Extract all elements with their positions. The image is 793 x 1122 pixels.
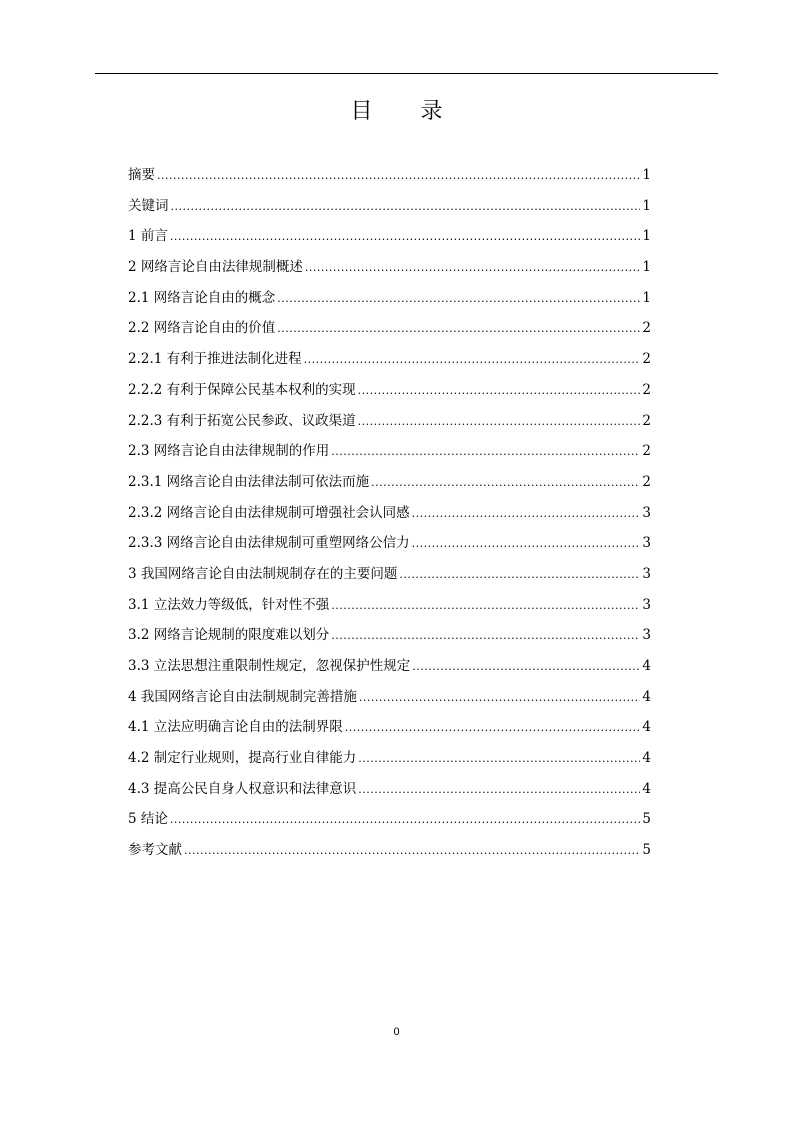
toc-entry[interactable]: [128, 743, 651, 774]
toc-entry-label: 3.2 网络言论规制的限度难以划分: [128, 627, 330, 644]
toc-entry-label: 2.2.2 有利于保障公民基本权利的实现: [128, 381, 356, 398]
toc-entry-label: 2.2.3 有利于拓宽公民参政、议政渠道: [128, 412, 356, 429]
toc-entry-label: 参考文献: [128, 842, 182, 859]
toc-entry-page: 3: [642, 627, 651, 644]
toc-leader-dots: [358, 407, 641, 438]
toc-leader-dots: [399, 560, 640, 591]
toc-leader-dots: [305, 253, 641, 284]
toc-leader-dots: [184, 836, 640, 867]
toc-entry-page: 1: [642, 289, 651, 306]
toc-entry[interactable]: [128, 620, 651, 651]
toc-entry-page: 1: [642, 228, 651, 245]
toc-entry[interactable]: [128, 498, 651, 529]
toc-entry[interactable]: [128, 682, 651, 713]
toc-list: [128, 160, 651, 866]
toc-leader-dots: [277, 314, 640, 345]
toc-entry-label: 3.1 立法效力等级低，针对性不强: [128, 596, 330, 613]
toc-entry-label: 2.3.1 网络言论自由法律法制可依法而施: [128, 473, 370, 490]
toc-entry-label: 2 网络言论自由法律规制概述: [128, 259, 303, 276]
toc-entry-page: 1: [642, 197, 651, 214]
toc-entry-page: 2: [642, 320, 651, 337]
toc-leader-dots: [359, 683, 641, 714]
toc-leader-dots: [171, 192, 641, 223]
toc-entry[interactable]: [128, 160, 651, 191]
toc-entry-page: 3: [642, 535, 651, 552]
toc-entry-page: 3: [642, 596, 651, 613]
toc-entry[interactable]: [128, 283, 651, 314]
toc-entry-label: 2.1 网络言论自由的概念: [128, 289, 276, 306]
toc-entry-label: 3 我国网络言论自由法制规制存在的主要问题: [128, 565, 398, 582]
toc-leader-dots: [170, 805, 641, 836]
toc-entry[interactable]: [128, 252, 651, 283]
toc-entry-page: 4: [642, 780, 651, 797]
toc-entry-page: 4: [642, 750, 651, 767]
toc-leader-dots: [170, 222, 641, 253]
toc-entry[interactable]: [128, 804, 651, 835]
toc-entry-label: 4 我国网络言论自由法制规制完善措施: [128, 688, 357, 705]
toc-leader-dots: [371, 468, 640, 499]
toc-entry-page: 2: [642, 443, 651, 460]
toc-entry[interactable]: [128, 344, 651, 375]
toc-entry-page: 2: [642, 351, 651, 368]
toc-entry[interactable]: [128, 406, 651, 437]
toc-entry[interactable]: [128, 528, 651, 559]
toc-entry-label: 关键词: [128, 197, 169, 214]
toc-entry[interactable]: [128, 191, 651, 222]
toc-entry[interactable]: [128, 651, 651, 682]
toc-entry-label: 3.3 立法思想注重限制性规定，忽视保护性规定: [128, 658, 411, 674]
toc-entry-page: 3: [642, 565, 651, 582]
toc-entry-label: 2.3.2 网络言论自由法律规制可增强社会认同感: [128, 504, 410, 521]
toc-entry-page: 2: [642, 381, 651, 398]
toc-leader-dots: [412, 652, 640, 683]
toc-entry-page: 4: [642, 719, 651, 736]
toc-entry-label: 4.3 提高公民自身人权意识和法律意识: [128, 780, 357, 797]
toc-entry[interactable]: [128, 375, 651, 406]
toc-entry-label: 2.2.1 有利于推进法制化进程: [128, 351, 302, 368]
toc-entry[interactable]: [128, 436, 651, 467]
page-number: 0: [393, 1026, 400, 1038]
header-rule: [95, 73, 718, 74]
toc-entry-label: 2.3.3 网络言论自由法律规制可重塑网络公信力: [128, 535, 410, 552]
toc-entry-label: 2.3 网络言论自由法律规制的作用: [128, 443, 330, 460]
toc-leader-dots: [304, 345, 641, 376]
toc-entry[interactable]: [128, 313, 651, 344]
toc-leader-dots: [331, 437, 640, 468]
toc-title-left: 目: [350, 99, 373, 124]
toc-leader-dots: [358, 775, 640, 806]
toc-entry[interactable]: [128, 835, 651, 866]
toc-entry-label: 摘要: [128, 167, 155, 183]
toc-title: [0, 94, 793, 125]
toc-entry-label: 4.2 制定行业规则，提高行业自律能力: [128, 750, 357, 767]
toc-entry-page: 4: [642, 658, 651, 674]
toc-leader-dots: [157, 161, 640, 192]
toc-entry-label: 4.1 立法应明确言论自由的法制界限: [128, 719, 343, 736]
toc-leader-dots: [412, 499, 641, 530]
toc-entry-page: 5: [642, 842, 651, 859]
toc-entry-page: 4: [642, 688, 651, 705]
toc-leader-dots: [277, 284, 640, 315]
toc-entry-page: 1: [642, 259, 651, 276]
toc-leader-dots: [331, 621, 640, 652]
toc-entry[interactable]: [128, 467, 651, 498]
toc-entry-page: 5: [642, 811, 651, 828]
toc-entry-label: 5 结论: [128, 811, 168, 828]
toc-entry[interactable]: [128, 559, 651, 590]
toc-entry[interactable]: [128, 774, 651, 805]
toc-entry-page: 1: [642, 167, 651, 183]
toc-entry[interactable]: [128, 712, 651, 743]
toc-leader-dots: [358, 744, 640, 775]
toc-entry[interactable]: [128, 590, 651, 621]
toc-entry-label: 2.2 网络言论自由的价值: [128, 320, 276, 337]
toc-entry-page: 2: [642, 473, 651, 490]
toc-title-right: 录: [420, 99, 443, 124]
toc-entry[interactable]: [128, 221, 651, 252]
toc-leader-dots: [358, 376, 641, 407]
toc-leader-dots: [345, 713, 641, 744]
toc-leader-dots: [412, 529, 641, 560]
toc-entry-label: 1 前言: [128, 228, 168, 245]
toc-entry-page: 3: [642, 504, 651, 521]
toc-leader-dots: [331, 591, 640, 622]
toc-entry-page: 2: [642, 412, 651, 429]
